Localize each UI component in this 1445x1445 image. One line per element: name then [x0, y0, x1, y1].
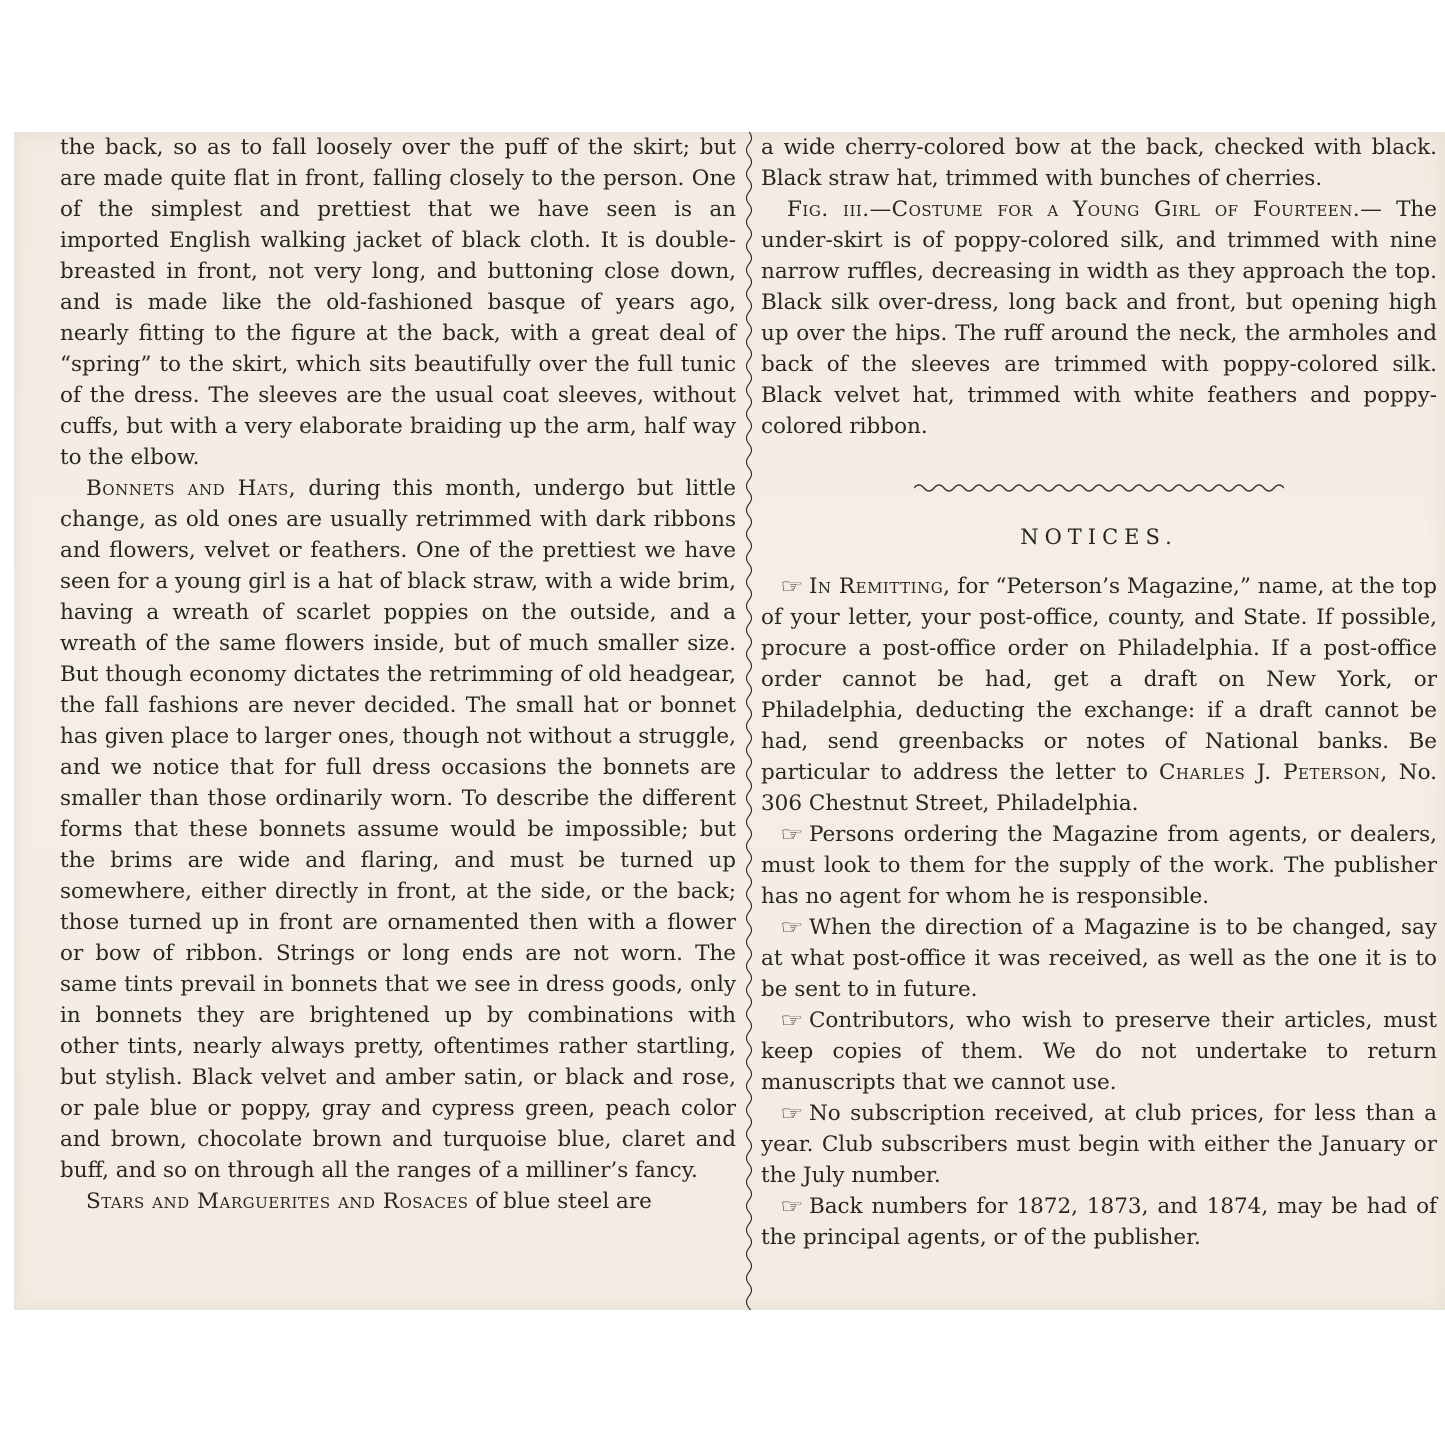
pointing-hand-icon: ☞: [780, 574, 804, 598]
stars-text: of blue steel are: [468, 1189, 652, 1214]
paragraph-stars: [60, 1186, 736, 1217]
notice-direction-text: When the direction of a Magazine is to be changed, say at what post-office it was received, as well as the one it is to be sent to in future.: [761, 915, 1437, 1002]
pointing-hand-icon: ☞: [780, 1101, 804, 1125]
stars-heading: Stars and Marguerites and Rosaces: [86, 1189, 469, 1214]
paragraph-jacket: the back, so as to fall loosely over the puff of the skirt; but are made quite flat in front, falling closely to the person. One of the simplest and prettiest that we have seen is an imported English walking jacket of black cloth. It is double-breasted in front, not very long, and buttoning close down, and is made like the old-fashioned basque of years ago, nearly fitting to the figure at the back, with a great deal of “spring” to the skirt, which sits beautifully over the full tunic of the dress. The sleeves are the usual coat sleeves, without cuffs, but with a very elaborate braiding up the arm, half way to the elbow.: [60, 135, 736, 470]
notice-back-numbers-text: Back numbers for 1872, 1873, and 1874, may be had of the principal agents, or of the publisher.: [761, 1194, 1437, 1250]
notice-contributors-text: Contributors, who wish to preserve their articles, must keep copies of them. We do not undertake to return manuscripts that we cannot use.: [761, 1008, 1437, 1095]
notices-heading: NOTICES.: [1020, 525, 1178, 549]
notice-remitting-text: for “Peterson’s Magazine,” name, at the top of your letter, your post-office, county, and State. If possible, procure a post-office order on Philadelphia. If a post-office order cannot be had, get a draft on New York, or Philadelphia, deducting the exchange: if a draft cannot be had, send greenbacks or notes of National banks. Be particular to address the letter to: [761, 574, 1437, 785]
column-divider: [742, 132, 756, 1310]
pointing-hand-icon: ☞: [780, 1194, 804, 1218]
notice-back-numbers: [761, 1191, 1437, 1253]
notice-remitting-tail: No. 306 Chestnut Street, Philadelphia.: [761, 760, 1437, 816]
notice-contributors: [761, 1005, 1437, 1098]
pointing-hand-icon: ☞: [780, 822, 804, 846]
notice-direction: [761, 912, 1437, 1005]
notices-gap: [761, 553, 1437, 571]
bonnets-heading: Bonnets and Hats,: [86, 476, 297, 501]
paragraph-fig3: [761, 194, 1437, 442]
pointing-hand-icon: ☞: [780, 1008, 804, 1032]
notice-subscription: [761, 1098, 1437, 1191]
fig3-heading: Fig. iii.—Costume for a Young Girl of Fourteen.—: [787, 197, 1383, 222]
pointing-hand-icon: ☞: [780, 915, 804, 939]
fig3-text: The under-skirt is of poppy-colored silk, and trimmed with nine narrow ruffles, decreasing in width as they approach the top. Black silk over-dress, long back and front, but opening high up over the hips. The ruff around the neck, the armholes and back of the sleeves are trimmed with poppy-colored silk. Black velvet hat, trimmed with white feathers and poppy-colored ribbon.: [761, 197, 1437, 439]
paragraph-bonnets: [60, 473, 736, 1186]
newspaper-clipping: [14, 132, 1445, 1310]
right-column: [761, 132, 1437, 1253]
notice-remitting-lead: In Remitting,: [808, 574, 951, 599]
notice-remitting: [761, 571, 1437, 819]
bonnets-text: during this month, undergo but little change, as old ones are usually retrimmed with dark ribbons and flowers, velvet or feathers. One of the prettiest we have seen for a young girl is a hat of black straw, with a wide brim, having a wreath of scarlet poppies on the outside, and a wreath of the same flowers inside, but of much smaller size. But though economy dictates the retrimming of old headgear, the fall fashions are never decided. The small hat or bonnet has given place to larger ones, though not without a struggle, and we notice that for full dress occasions the bonnets are smaller than those ordinarily worn. To describe the different forms that these bonnets assume would be impossible; but the brims are wide and flaring, and must be turned up somewhere, either directly in front, at the side, or the back; those turned up in front are ornamented then with a flower or bow of ribbon. Strings or long ends are not worn. The same tints prevail in bonnets that we see in dress goods, only in bonnets they are brightened up by combinations with other tints, nearly always pretty, oftentimes rather startling, but stylish. Black velvet and amber satin, or black and rose, or pale blue or poppy, gray and cypress green, peach color and brown, chocolate brown and turquoise blue, claret and buff, and so on through all the ranges of a milliner’s fancy.: [60, 476, 736, 1183]
notice-subscription-text: No subscription received, at club prices, for less than a year. Club subscribers must begin with either the January or the July number.: [761, 1101, 1437, 1188]
notice-remitting-name: Charles J. Peterson,: [1158, 760, 1388, 785]
notice-agents: [761, 819, 1437, 912]
left-column: [60, 132, 736, 1217]
paragraph-cherry: a wide cherry-colored bow at the back, checked with black. Black straw hat, trimmed with bunches of cherries.: [761, 135, 1437, 191]
wavy-rule-icon: [914, 482, 1284, 494]
notice-agents-text: Persons ordering the Magazine from agents, or dealers, must look to them for the supply of the work. The publisher has no agent for whom he is responsible.: [761, 822, 1437, 909]
